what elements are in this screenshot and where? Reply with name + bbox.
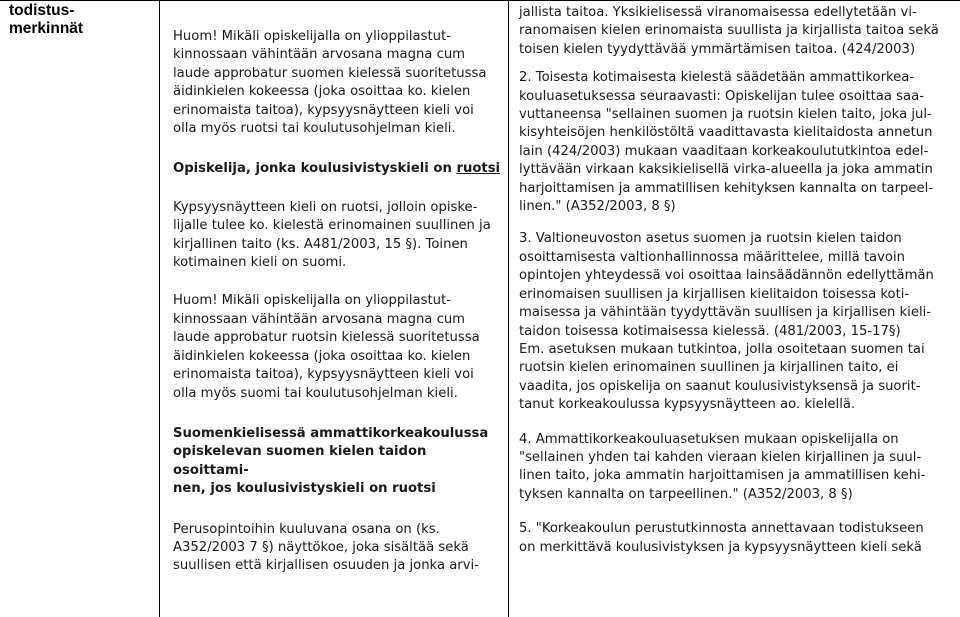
text-line: erinomaisen suullisen ja kirjallisen kielitaidon toisessa koti- — [519, 286, 910, 302]
text-line: kinnossaan vähintään arvosana magna cum — [173, 47, 466, 63]
text-line: laude approbatur ruotsin kielessä suoritetussa — [173, 330, 480, 346]
column-divider-1 — [159, 0, 160, 617]
text-line: erinomaista taitoa), kypsyysnäytteen kieli voi — [173, 367, 474, 383]
text-line: osoittamisesta valtionhallinnossa määrittelee, millä tavoin — [519, 249, 906, 265]
row-label-line: todistus- — [9, 2, 75, 19]
text-line: äidinkielen kokeessa (joka osoittaa ko. kielen — [173, 84, 471, 100]
text-line: jallista taitoa. Yksikielisessä viranomaisessa edellytetään vi- — [519, 5, 917, 20]
text-line: opintojen yhteydessä voi osoittaa lainsäädännön edellyttämän — [519, 268, 934, 284]
text-line: toisen kielen tyydyttävää ymmärtämisen taitoa. (424/2003) — [519, 41, 916, 57]
numbered-item-2 — [519, 69, 951, 216]
heading-line: opiskelevan suomen kielen taidon osoittami- — [173, 444, 427, 478]
text-line: olla myös ruotsi tai koulutusohjelman kieli. — [173, 121, 456, 137]
text-line: erinomaista taitoa), kypsyysnäytteen kieli voi — [173, 102, 474, 118]
text-line: 4. Ammattikorkeakouluasetuksen mukaan opiskelijalla on — [519, 431, 899, 447]
text-line: 3. Valtioneuvoston asetus suomen ja ruotsin kielen taidon — [519, 231, 902, 247]
column-divider-2 — [508, 0, 509, 617]
note-paragraph-1 — [173, 28, 503, 138]
text-line: on merkittävä koulusivistyksen ja kypsyysnäytteen kieli sekä — [519, 539, 922, 555]
text-line: 2. Toisesta kotimaisesta kielestä säädetään ammattikorkea- — [519, 70, 915, 86]
text-line: Huom! Mikäli opiskelijalla on ylioppilastut- — [173, 293, 451, 309]
text-line: Huom! Mikäli opiskelijalla on ylioppilastut- — [173, 29, 451, 44]
text-line: kisyhteisöjen henkilöstöltä vaadittavasta kielitaidosta annetun — [519, 125, 933, 141]
numbered-item-3 — [519, 230, 951, 414]
numbered-item-4 — [519, 431, 951, 505]
middle-column — [173, 28, 503, 576]
text-line: "sellainen yhden tai kahden vieraan kielen kirjallinen ja suul- — [519, 449, 922, 465]
text-line: kotimainen kieli on suomi. — [173, 255, 347, 271]
text-line: lyttävään virkaan kaksikielisellä virka-alueella ja joka ammatin — [519, 162, 933, 178]
heading-text: Opiskelija, jonka koulusivistyskieli on — [173, 161, 457, 177]
text-line: taidon toisessa kotimaisessa kielessä. (481/2003, 15-17§) — [519, 323, 901, 339]
text-line: ranomaisen kielen erinomaista suullista ja kirjallista taitoa sekä — [519, 23, 939, 39]
numbered-item-5 — [519, 520, 951, 557]
text-line: lijalle tulee ko. kielestä erinomainen suullinen ja — [173, 218, 491, 234]
text-line: maisessa ja vähintään tyydyttävän suullisen ja kirjallisen kieli- — [519, 305, 932, 321]
text-line: suullisen että kirjallisen osuuden ja jonka arvi- — [173, 558, 479, 574]
heading-underlined-word: ruotsi — [456, 161, 501, 177]
table-top-border — [0, 0, 960, 1]
text-line: Em. asetuksen mukaan tutkintoa, jolla osoitetaan suomen tai — [519, 341, 925, 357]
text-line: äidinkielen kokeessa (joka osoittaa ko. kielen — [173, 348, 471, 364]
text-line: Perusopintoihin kuuluvana osana on (ks. — [173, 521, 440, 537]
paragraph-basic-studies — [173, 521, 503, 576]
text-line: tanut korkeakoulussa kypsyysnäytteen ao. kielellä. — [519, 397, 856, 413]
text-line: linen." (A352/2003, 8 §) — [519, 199, 676, 215]
text-line: vuttaneensa "sellainen suomen ja ruotsin kielen taito, joka jul- — [519, 107, 932, 123]
row-label-line: merkinnät — [9, 20, 84, 37]
note-paragraph-2 — [173, 292, 503, 402]
text-line: kirjallinen taito (ks. A481/2003, 15 §). Toinen — [173, 236, 468, 252]
paragraph-continuation — [519, 4, 951, 59]
heading-line: Suomenkielisessä ammattikorkeakoulussa — [173, 425, 489, 441]
text-line: kinnossaan vähintään arvosana magna cum — [173, 311, 466, 327]
section-heading-finnish-skill — [173, 425, 503, 499]
text-line: ruotsin kielen erinomainen suullinen ja kirjallinen taito, ei — [519, 360, 899, 376]
text-line: kouluasetuksessa seuraavasti: Opiskelijan tulee osoittaa saa- — [519, 88, 924, 104]
text-line: linen taito, joka ammatin harjoittamisen ja ammatillisen kehi- — [519, 468, 926, 484]
heading-line: nen, jos koulusivistyskieli on ruotsi — [173, 481, 436, 497]
text-line: Kypsyysnäytteen kieli on ruotsi, jolloin opiske- — [173, 199, 478, 215]
text-line: 5. "Korkeakoulun perustutkinnosta annettavaan todistukseen — [519, 521, 924, 537]
text-line: vaadita, jos opiskelija on saanut koulusivistyksensä ja suorit- — [519, 378, 921, 394]
text-line: lain (424/2003) mukaan vaaditaan korkeakoulututkintoa edel- — [519, 143, 929, 159]
text-line: harjoittamisen ja ammatillisen kehityksen kannalta on tarpeel- — [519, 180, 934, 196]
paragraph-swedish-language — [173, 199, 503, 273]
row-label-cell — [9, 2, 159, 38]
text-line: A352/2003 7 §) näyttökoe, joka sisältää sekä — [173, 539, 469, 555]
right-column — [519, 4, 951, 557]
section-heading-swedish — [173, 160, 503, 178]
text-line: tyksen kannalta on tarpeellinen." (A352/2003, 8 §) — [519, 486, 853, 502]
text-line: laude approbatur suomen kielessä suoritetussa — [173, 65, 487, 81]
text-line: olla myös suomi tai koulutusohjelman kieli. — [173, 385, 458, 401]
